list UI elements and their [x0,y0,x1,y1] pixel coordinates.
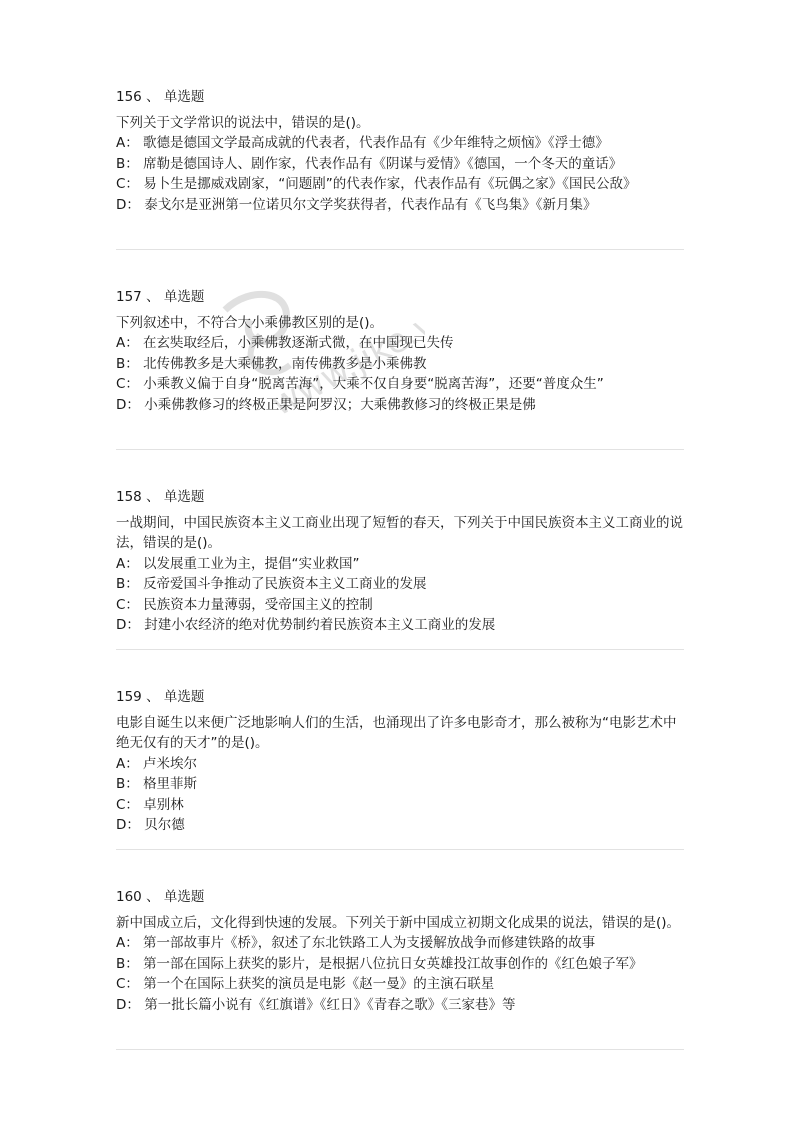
question-header: 160 、 单选题 [116,889,205,905]
option-label: C： [116,796,139,813]
question-stem: 一战期间，中国民族资本主义工商业出现了短暂的春天，下列关于中国民族资本主义工商业的说法，错误的是()。 [116,514,683,551]
question-157 [116,287,686,415]
option-d [116,615,686,636]
option-label: A： [116,935,139,951]
question-divider [116,1049,684,1050]
option-text: 北传佛教多是大乘佛教，南传佛教多是小乘佛教 [143,355,427,372]
option-text: 卓别林 [143,796,184,813]
question-number: 157 [116,289,142,305]
option-label: B： [116,776,139,792]
option-label: B： [116,155,139,172]
option-c [116,595,686,616]
option-label: D： [116,996,140,1013]
option-text: 以发展重工业为主，提倡“实业救国” [143,555,360,572]
option-label: B： [116,576,139,592]
option-text: 第一批长篇小说有《红旗谱》《红日》《青春之歌》《三家巷》等 [144,996,516,1013]
option-text: 第一部故事片《桥》，叙述了东北铁路工人为支援解放战争而修建铁路的故事 [143,935,596,951]
question-stem: 下列叙述中，不符合大小乘佛教区别的是()。 [116,314,384,331]
option-text: 小乘佛教修习的终极正果是阿罗汉；大乘佛教修习的终极正果是佛 [144,396,536,413]
question-header: 158 、 单选题 [116,489,205,505]
option-c [116,174,686,195]
question-divider [116,449,684,450]
option-text: 小乘教义偏于自身“脱离苦海”，大乘不仅自身要“脱离苦海”，还要“普度众生” [143,376,604,392]
option-a [116,754,686,775]
question-158 [116,487,686,636]
option-d [116,395,686,416]
question-159 [116,687,686,836]
option-label: A： [116,755,139,772]
question-divider [116,649,684,650]
option-b [116,774,686,795]
option-b [116,954,686,975]
question-header: 156 、 单选题 [116,89,205,105]
question-160 [116,887,686,1015]
question-stem: 新中国成立后，文化得到快速的发展。下列关于新中国成立初期文化成果的说法，错误的是()。 [116,914,681,931]
question-number: 156 [116,89,142,105]
watermark-text: www.jike.vip [264,289,425,425]
option-label: C： [116,596,139,613]
option-label: D： [116,396,140,413]
option-text: 贝尔德 [144,817,185,833]
option-label: C： [116,976,139,992]
option-c [116,374,686,395]
option-d [116,195,686,216]
option-a [116,554,686,575]
question-type: 单选题 [163,89,205,105]
option-b [116,154,686,175]
option-label: A： [116,135,139,151]
option-text: 在玄奘取经后，小乘佛教逐渐式微，在中国现已失传 [143,335,454,351]
option-text: 封建小农经济的绝对优势制约着民族资本主义工商业的发展 [144,617,496,633]
option-label: C： [116,176,139,192]
option-text: 易卜生是挪威戏剧家，“问题剧”的代表作家，代表作品有《玩偶之家》《国民公敌》 [143,176,637,192]
question-number: 158 [116,489,142,505]
option-b [116,354,686,375]
option-text: 席勒是德国诗人、剧作家，代表作品有《阴谋与爱情》《德国，一个冬天的童话》 [143,155,623,172]
option-label: A： [116,555,139,572]
question-type: 单选题 [163,289,205,305]
option-label: D： [116,617,140,633]
option-text: 卢米埃尔 [143,755,198,772]
question-156 [116,87,686,215]
option-d [116,815,686,836]
option-c [116,974,686,995]
option-label: A： [116,335,139,351]
question-type: 单选题 [163,489,205,505]
option-d [116,995,686,1016]
question-stem: 下列关于文学常识的说法中，错误的是()。 [116,114,370,131]
option-a [116,333,686,354]
option-a [116,933,686,954]
option-label: D： [116,817,140,833]
option-label: D： [116,196,140,213]
option-text: 歌德是德国文学最高成就的代表者，代表作品有《少年维特之烦恼》《浮士德》 [143,135,609,151]
question-stem: 电影自诞生以来便广泛地影响人们的生活，也涌现出了许多电影奇才，那么被称为“电影艺术中绝无仅有的天才”的是()。 [116,714,677,751]
option-a [116,133,686,154]
question-divider [116,849,684,850]
question-number: 159 [116,689,142,705]
question-header: 157 、 单选题 [116,289,205,305]
question-divider [116,249,684,250]
option-text: 第一部在国际上获奖的影片，是根据八位抗日女英雄投江故事创作的《红色娘子军》 [143,955,643,972]
question-header: 159 、 单选题 [116,689,205,705]
option-text: 第一个在国际上获奖的演员是电影《赵一曼》的主演石联星 [143,976,495,992]
question-number: 160 [116,889,142,905]
option-text: 泰戈尔是亚洲第一位诺贝尔文学奖获得者，代表作品有《飞鸟集》《新月集》 [144,196,597,213]
option-b [116,574,686,595]
question-type: 单选题 [163,889,205,905]
option-text: 格里菲斯 [143,776,198,792]
question-type: 单选题 [163,689,205,705]
option-text: 民族资本力量薄弱，受帝国主义的控制 [143,596,373,613]
option-label: B： [116,355,139,372]
option-label: B： [116,955,139,972]
option-text: 反帝爱国斗争推动了民族资本主义工商业的发展 [143,576,427,592]
option-label: C： [116,376,139,392]
option-c [116,795,686,816]
